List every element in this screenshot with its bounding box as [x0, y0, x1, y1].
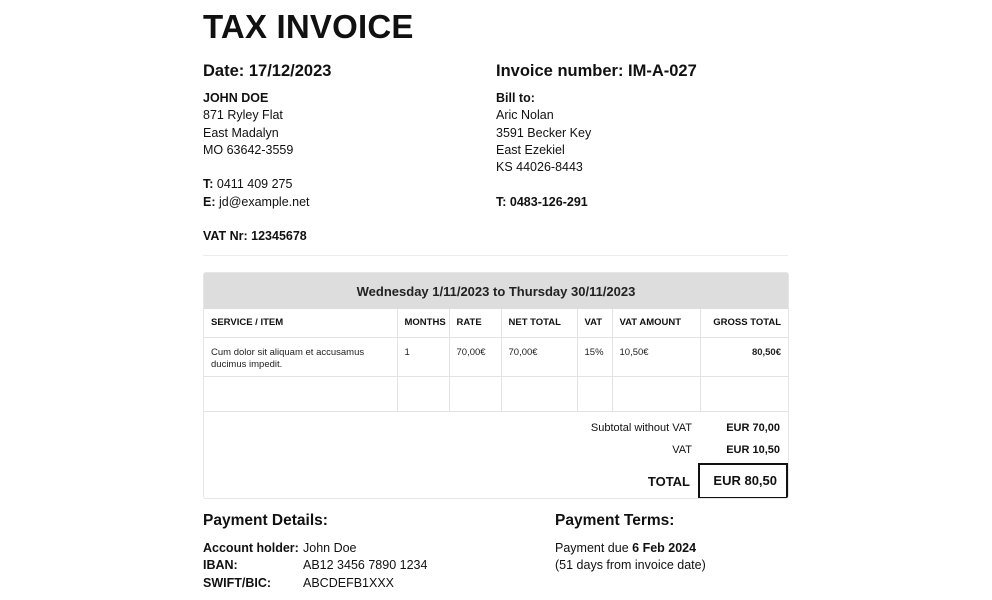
- empty-cell: [700, 377, 788, 412]
- bill-to-name: Aric Nolan: [496, 108, 554, 123]
- vat-number: VAT Nr: 12345678: [203, 229, 307, 243]
- invoice-date: Date: 17/12/2023: [203, 62, 332, 80]
- iban-value: AB12 3456 7890 1234: [303, 558, 428, 573]
- payment-details: [203, 540, 427, 592]
- subtotal-value: EUR 70,00: [726, 422, 780, 434]
- bill-to-block: [496, 90, 591, 211]
- empty-cell: [577, 377, 612, 412]
- col-header-vat: VAT: [577, 309, 612, 338]
- cell-vat: 15%: [577, 338, 612, 377]
- iban-label: IBAN:: [203, 558, 238, 573]
- sender-address-line: MO 63642-3559: [203, 142, 294, 157]
- sender-name: JOHN DOE: [203, 91, 269, 105]
- sender-phone: [203, 176, 310, 193]
- total-label: TOTAL: [647, 474, 690, 489]
- payment-due: [555, 540, 706, 557]
- cell-rate: 70,00€: [449, 338, 501, 377]
- col-header-gross-total: GROSS TOTAL: [700, 309, 788, 338]
- cell-vat-amount: 10,50€: [612, 338, 700, 377]
- section-divider: [203, 255, 788, 256]
- sender-email: [203, 194, 310, 211]
- payment-detail-row: [203, 575, 427, 592]
- vat-value: EUR 10,50: [726, 444, 780, 456]
- col-header-service: SERVICE / ITEM: [204, 309, 397, 338]
- invoice-title: TAX INVOICE: [203, 8, 414, 45]
- empty-cell: [449, 377, 501, 412]
- invoice-number: Invoice number: IM-A-027: [496, 62, 697, 80]
- col-header-vat-amount: VAT AMOUNT: [612, 309, 700, 338]
- account-holder-value: John Doe: [303, 541, 357, 555]
- bill-to-phone: T: 0483-126-291: [496, 194, 588, 209]
- sender-address-line: East Madalyn: [203, 125, 279, 140]
- payment-detail-row: [203, 540, 427, 557]
- payment-terms-note: (51 days from invoice date): [555, 558, 706, 573]
- empty-cell: [612, 377, 700, 412]
- swift-value: ABCDEFB1XXX: [303, 575, 395, 590]
- col-header-net-total: NET TOTAL: [501, 309, 577, 338]
- cell-months: 1: [397, 338, 449, 377]
- table-header-row: [204, 309, 788, 338]
- bill-to-address-line: 3591 Becker Key: [496, 125, 592, 140]
- col-header-rate: RATE: [449, 309, 501, 338]
- payment-terms-title: Payment Terms:: [555, 512, 675, 529]
- vat-label: VAT: [672, 444, 692, 456]
- subtotal-label: Subtotal without VAT: [590, 422, 692, 434]
- empty-cell: [501, 377, 577, 412]
- sender-block: [203, 90, 310, 211]
- phone-label: T:: [203, 177, 214, 192]
- account-holder-label: Account holder:: [203, 541, 299, 555]
- email-label: E:: [203, 194, 216, 209]
- table-row-empty: [204, 377, 788, 412]
- bill-to-address-line: East Ezekiel: [496, 142, 565, 157]
- payment-detail-row: [203, 557, 427, 574]
- payment-details-title: Payment Details:: [203, 512, 328, 529]
- cell-item: Cum dolor sit aliquam et accusamus ducimus impedit.: [204, 338, 397, 377]
- invoice-items-card: [203, 272, 789, 499]
- phone-value: 0411 409 275: [216, 177, 293, 192]
- totals-summary: [204, 412, 788, 499]
- total-value: EUR 80,50: [698, 463, 788, 499]
- cell-gross-total: 80,50€: [700, 338, 788, 377]
- cell-net-total: 70,00€: [501, 338, 577, 377]
- invoice-items-table: [204, 309, 788, 412]
- billing-period: Wednesday 1/11/2023 to Thursday 30/11/2023: [204, 273, 788, 309]
- sender-address-line: 871 Ryley Flat: [203, 108, 283, 123]
- col-header-months: MONTHS: [397, 309, 449, 338]
- payment-due-prefix: Payment due: [555, 541, 633, 555]
- bill-to-address-line: KS 44026-8443: [496, 160, 583, 175]
- bill-to-label: Bill to:: [496, 91, 535, 105]
- payment-terms: [555, 540, 706, 575]
- empty-cell: [397, 377, 449, 412]
- table-row: [204, 338, 788, 377]
- swift-label: SWIFT/BIC:: [203, 575, 272, 590]
- empty-cell: [204, 377, 397, 412]
- payment-due-date: 6 Feb 2024: [632, 541, 697, 555]
- email-value: jd@example.net: [218, 194, 310, 209]
